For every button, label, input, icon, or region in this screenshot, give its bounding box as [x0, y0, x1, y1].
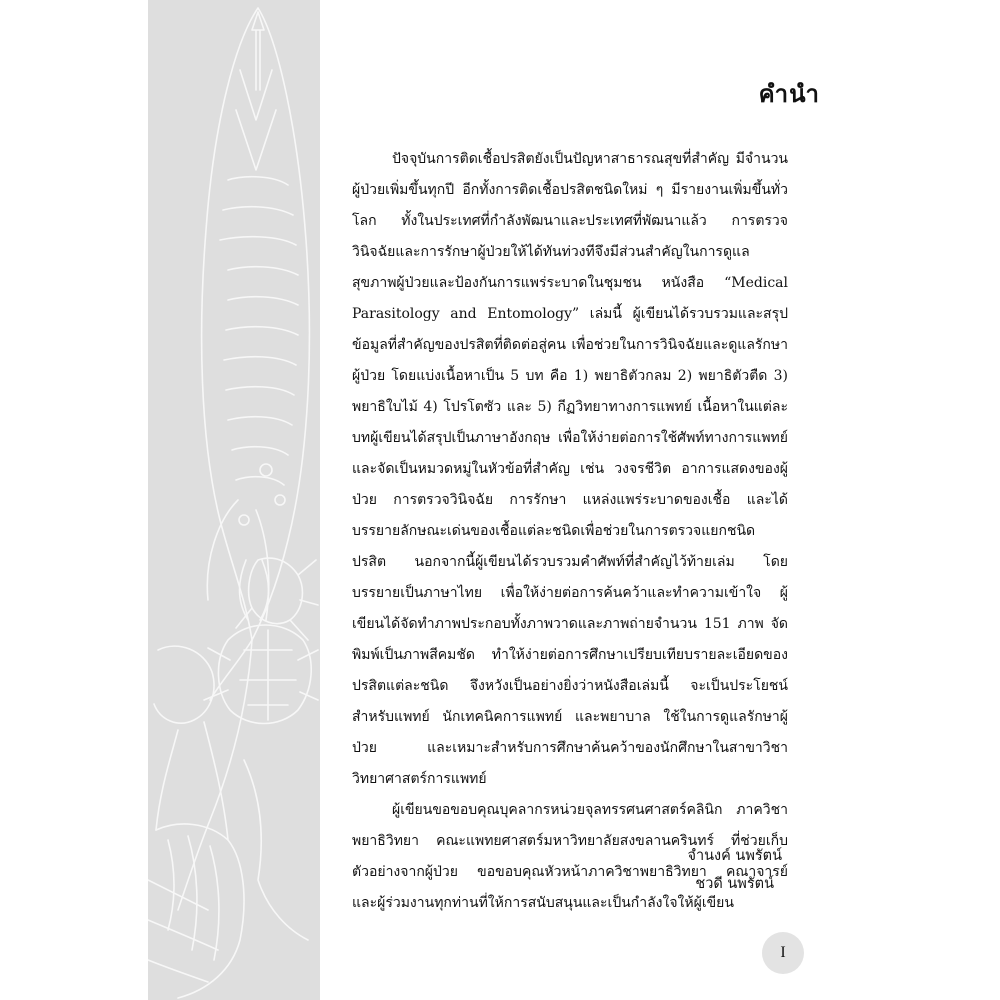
- preface-paragraph-2: ผู้เขียนขอขอบคุณบุคลากรหน่วยจุลทรรศนศาสตร์คลินิก ภาควิชาพยาธิวิทยา คณะแพทยศาสตร์มหาวิทยาลัยสงขลานครินทร์ ที่ช่วยเก็บตัวอย่างจากผู้ป่วย ขอขอบคุณหัวหน้าภาควิชาพยาธิวิทยา คณาจารย์ และผู้ร่วมงานทุกท่านที่ให้การสนับสนุนและเป็นกำลังใจให้ผู้เขียน: [352, 802, 788, 911]
- preface-body: [352, 144, 788, 919]
- author-name-1: จำนงค์ นพรัตน์: [687, 848, 782, 864]
- insect-outline: [204, 500, 318, 724]
- page-number-badge: I: [762, 932, 804, 974]
- page-title: คำนำ: [758, 79, 820, 108]
- human-anatomy-outline: [148, 646, 308, 998]
- author-signature: [687, 842, 782, 898]
- preface-paragraph-1: ปัจจุบันการติดเชื้อปรสิตยังเป็นปัญหาสาธารณสุขที่สำคัญ มีจำนวนผู้ป่วยเพิ่มขึ้นทุกปี อีกทั้งการติดเชื้อปรสิตชนิดใหม่ ๆ มีรายงานเพิ่มขึ้นทั่วโลก ทั้งในประเทศที่กำลังพัฒนาและประเทศที่พัฒนาแล้ว การตรวจวินิจฉัยและการรักษาผู้ป่วยให้ได้ทันท่วงทีจึงมีส่วนสำคัญในการดูแลสุขภาพผู้ป่วยและป้องกันการแพร่ระบาดในชุมชน หนังสือ “Medical Parasitology and Entomology” เล่มนี้ ผู้เขียนได้รวบรวมและสรุปข้อมูลที่สำคัญของปรสิตที่ติดต่อสู่คน เพื่อช่วยในการวินิจฉัยและดูแลรักษาผู้ป่วย โดยแบ่งเนื้อหาเป็น 5 บท คือ 1) พยาธิตัวกลม 2) พยาธิตัวตืด 3) พยาธิใบไม้ 4) โปรโตซัว และ 5) กีฏวิทยาทางการแพทย์ เนื้อหาในแต่ละบทผู้เขียนได้สรุปเป็นภาษาอังกฤษ เพื่อให้ง่ายต่อการใช้ศัพท์ทางการแพทย์ และจัดเป็นหมวดหมู่ในหัวข้อที่สำคัญ เช่น วงจรชีวิต อาการแสดงของผู้ป่วย การตรวจวินิจฉัย การรักษา แหล่งแพร่ระบาดของเชื้อ และได้บรรยายลักษณะเด่นของเชื้อแต่ละชนิดเพื่อช่วยในการตรวจแยกชนิดปรสิต นอกจากนี้ผู้เขียนได้รวบรวมคำศัพท์ที่สำคัญไว้ท้ายเล่ม โดยบรรยายเป็นภาษาไทย เพื่อให้ง่ายต่อการค้นคว้าและทำความเข้าใจ ผู้เขียนได้จัดทำภาพประกอบทั้งภาพวาดและภาพถ่ายจำนวน 151 ภาพ จัดพิมพ์เป็นภาพสีคมชัด ทำให้ง่ายต่อการศึกษาเปรียบเทียบรายละเอียดของปรสิตแต่ละชนิด จึงหวังเป็นอย่างยิ่งว่าหนังสือเล่มนี้ จะเป็นประโยชน์สำหรับแพทย์ นักเทคนิคการแพทย์ และพยาบาล ใช้ในการดูแลรักษาผู้ป่วย และเหมาะสำหรับการศึกษาค้นคว้าของนักศึกษาในสาขาวิชาวิทยาศาสตร์การแพทย์: [352, 151, 788, 787]
- nematode-outline: [178, 8, 309, 910]
- author-name-2: ชวดี นพรัตน์: [695, 876, 774, 892]
- parasite-illustration-watermark: [148, 0, 320, 1000]
- decorative-side-panel: [148, 0, 320, 1000]
